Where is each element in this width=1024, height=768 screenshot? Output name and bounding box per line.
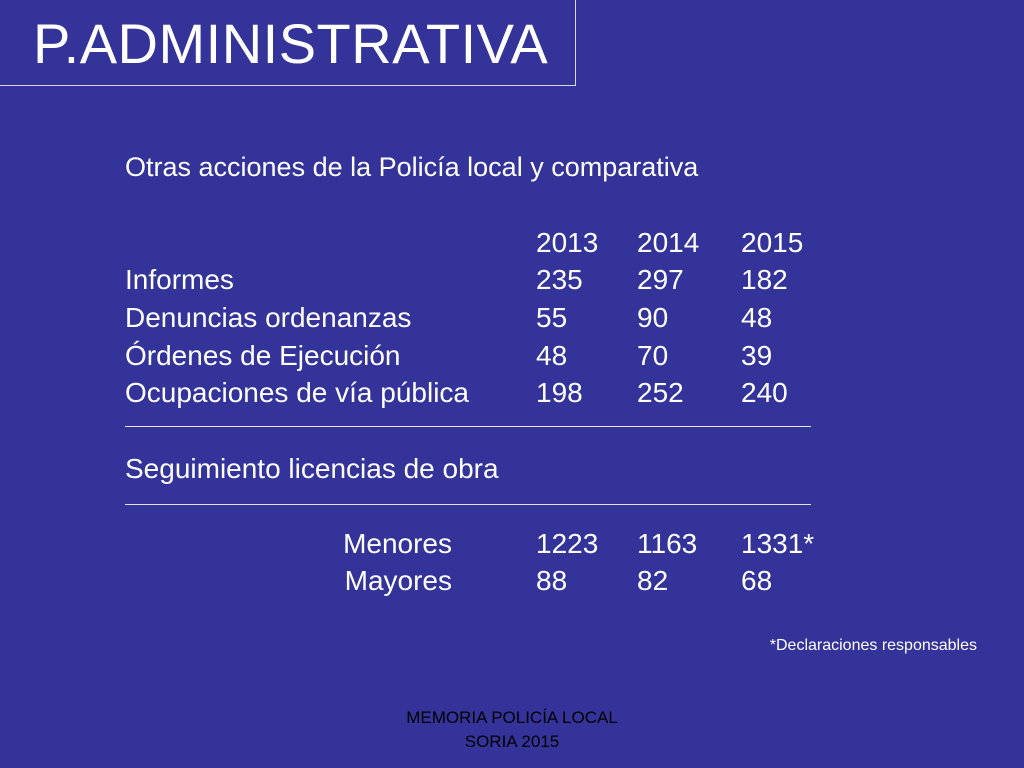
license-value-2013: 88 <box>536 565 568 596</box>
table-row-informes <box>0 261 1024 299</box>
row-value-2015: 240 <box>741 377 788 408</box>
table-row-denuncias <box>0 299 1024 337</box>
license-value-2015: 1331* <box>741 528 815 559</box>
year-2015: 2015 <box>741 227 804 258</box>
footer-line-1: MEMORIA POLICÍA LOCAL <box>406 708 618 727</box>
row-label: Informes <box>125 264 234 295</box>
license-row-label: Mayores <box>344 565 452 596</box>
license-value-2014: 82 <box>637 565 669 596</box>
footer <box>340 706 684 754</box>
footnote: *Declaraciones responsables <box>769 637 977 654</box>
divider-bottom <box>125 504 811 505</box>
year-header-row <box>0 224 1024 262</box>
table-row-ordenes <box>0 337 1024 375</box>
license-row-label: Menores <box>343 528 452 559</box>
row-value-2013: 198 <box>536 377 583 408</box>
row-value-2014: 70 <box>637 340 669 371</box>
license-row-mayores <box>0 562 1024 600</box>
slide-title: P.ADMINISTRATIVA <box>33 12 549 75</box>
row-value-2013: 55 <box>536 302 568 333</box>
row-value-2015: 182 <box>741 264 788 295</box>
footer-line-2: SORIA 2015 <box>464 732 560 751</box>
title-box <box>0 0 576 86</box>
row-label: Ocupaciones de vía pública <box>125 377 469 408</box>
license-value-2014: 1163 <box>637 528 698 559</box>
license-value-2015: 68 <box>741 565 773 596</box>
row-label: Órdenes de Ejecución <box>125 340 401 371</box>
row-value-2013: 235 <box>536 264 583 295</box>
row-value-2014: 297 <box>637 264 684 295</box>
license-row-menores <box>0 525 1024 563</box>
row-value-2014: 90 <box>637 302 669 333</box>
year-2014: 2014 <box>637 227 700 258</box>
slide-subtitle: Otras acciones de la Policía local y comparativa <box>125 152 699 182</box>
table-row-ocupaciones <box>0 374 1024 412</box>
row-label: Denuncias ordenanzas <box>125 302 412 333</box>
row-value-2014: 252 <box>637 377 684 408</box>
year-2013: 2013 <box>536 227 599 258</box>
divider-top <box>125 426 811 427</box>
row-value-2015: 39 <box>741 340 773 371</box>
license-value-2013: 1223 <box>536 528 599 559</box>
row-value-2013: 48 <box>536 340 568 371</box>
section-title: Seguimiento licencias de obra <box>125 453 499 484</box>
row-value-2015: 48 <box>741 302 773 333</box>
